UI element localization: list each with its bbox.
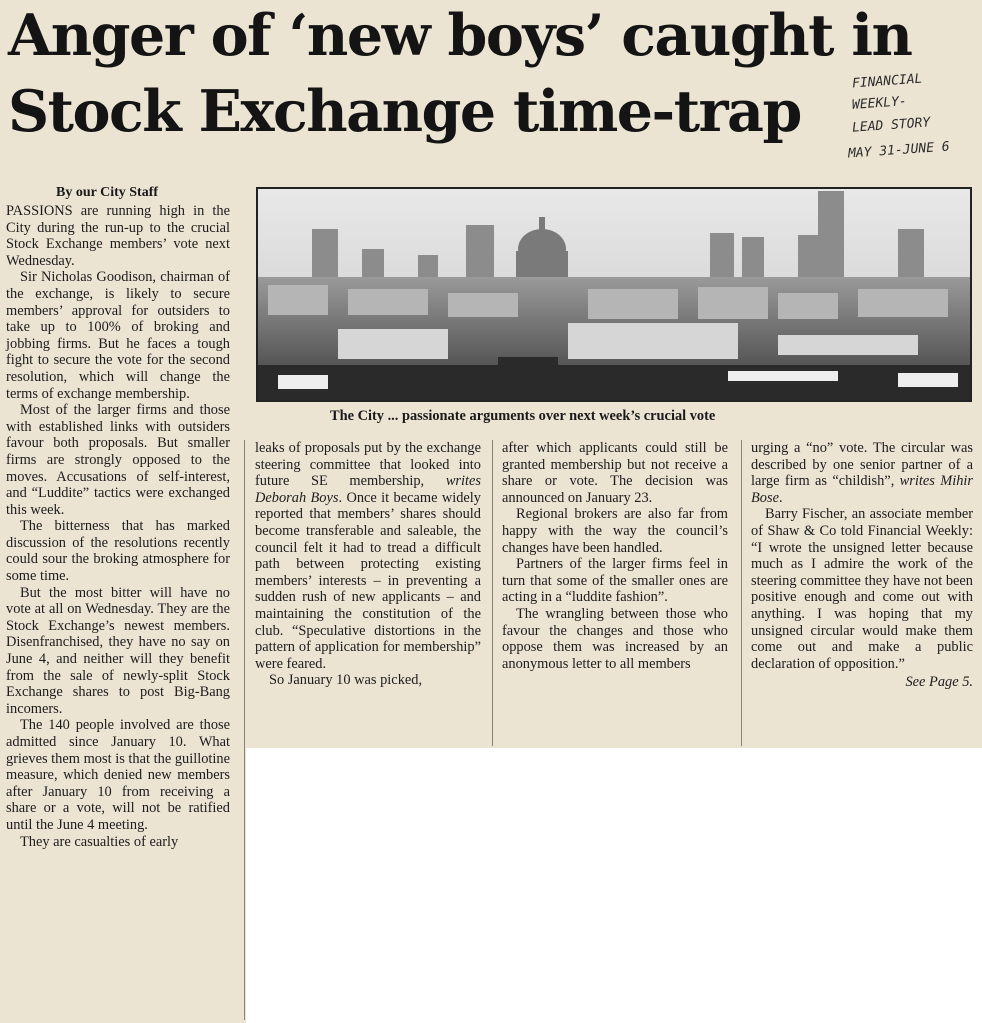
column-rule — [492, 440, 493, 746]
paragraph — [751, 440, 973, 506]
column-rule — [244, 440, 245, 1020]
photo-caption: The City ... passionate arguments over next week’s crucial vote — [330, 408, 716, 424]
column-rule — [741, 440, 742, 746]
article-column-3 — [502, 440, 728, 672]
paragraph: Partners of the larger firms feel in turn that some of the smaller ones are acting in a “luddite fashion”. — [502, 556, 728, 606]
paragraph: Sir Nicholas Goodison, chairman of the exchange, is likely to secure members’ approval for outsiders to take up to 100% of broking and jobbing firms. But he faces a tough fight to secure the vote for the second resolution, which will change the terms of exchange membership. — [6, 269, 230, 402]
writer-credit: writes Deborah Boys — [255, 473, 481, 506]
paragraph-text: . Once it became widely reported that members’ shares should become transferable and saleable, the council felt it had to tread a difficult path between protecting existing members’ interests – in preventing a sudden rush of new applicants – and maintaining the constitution of the club. “Speculative distortions in the pattern of application for membership” were feared. — [255, 489, 482, 672]
city-skyline-photo — [256, 187, 972, 402]
paragraph: The wrangling between those who favour the changes and those who oppose them was increased by an anonymous letter to all members — [502, 605, 728, 672]
paragraph-text: . — [778, 489, 783, 506]
handwritten-note-line: FINANCIAL — [851, 71, 923, 92]
paragraph: They are casualties of early — [20, 833, 179, 850]
article-column-1 — [6, 203, 230, 850]
article-column-2 — [255, 440, 481, 689]
byline: By our City Staff — [56, 185, 159, 200]
paragraph-text: urging a “no” vote. The circular was described by one senior partner of a large firm as “childish”, — [751, 440, 973, 490]
paragraph: PASSIONS are running high in the City during the run-up to the crucial Stock Exchange members’ vote next Wednesday. — [6, 203, 230, 269]
see-page-reference: See Page 5. — [905, 674, 973, 691]
headline-line-1: Anger of ‘new boys’ caught in — [8, 2, 912, 69]
paragraph: Regional brokers are also far from happy with the way the council’s changes have been handled. — [502, 506, 728, 556]
headline-line-2: Stock Exchange time-trap — [8, 78, 801, 145]
paragraph: The bitterness that has marked discussion of the resolutions recently could sour the broking atmosphere for some time. — [6, 518, 230, 585]
handwritten-note-line: LEAD STORY — [851, 115, 931, 136]
paragraph: But the most bitter will have no vote at all on Wednesday. They are the Stock Exchange’s newest members. Disenfranchised, they have no say on June 4, and neither will they benefit from the sale of newly-split Stock Exchange shares to post Big-Bang incomers. — [6, 584, 230, 717]
paragraph-text: leaks of proposals put by the exchange steering committee that looked into future SE membership, — [255, 440, 481, 490]
paragraph: Most of the larger firms and those with established links with outsiders favour both proposals. But smaller firms are strongly opposed to the moves. Accusations of self-interest, and “Luddite” tactics were exchanged this week. — [6, 402, 230, 518]
paragraph: Barry Fischer, an associate member of Shaw & Co told Financial Weekly: “I wrote the unsigned letter because much as I admire the work of the steering committee they have not been positive enough and come out with anything. I was hoping that my unsigned circular would make them come out and make a public declaration of opposition.” — [751, 506, 973, 672]
paragraph: The 140 people involved are those admitted since January 10. What grieves them most is that the guillotine measure, which denied new members after January 10 from receiving a share or a vote, will not be ratified until the June 4 meeting. — [6, 717, 230, 833]
paragraph — [255, 440, 481, 672]
paragraph: after which applicants could still be granted membership but not receive a share or vote. The decision was announced on January 23. — [502, 440, 728, 506]
paragraph: So January 10 was picked, — [269, 672, 423, 689]
article-column-4 — [751, 440, 973, 691]
handwritten-note-line: WEEKLY- — [851, 94, 908, 113]
handwritten-note-line: MAY 31-JUNE 6 — [847, 139, 951, 162]
writer-credit: writes Mihir Bose — [751, 473, 973, 506]
